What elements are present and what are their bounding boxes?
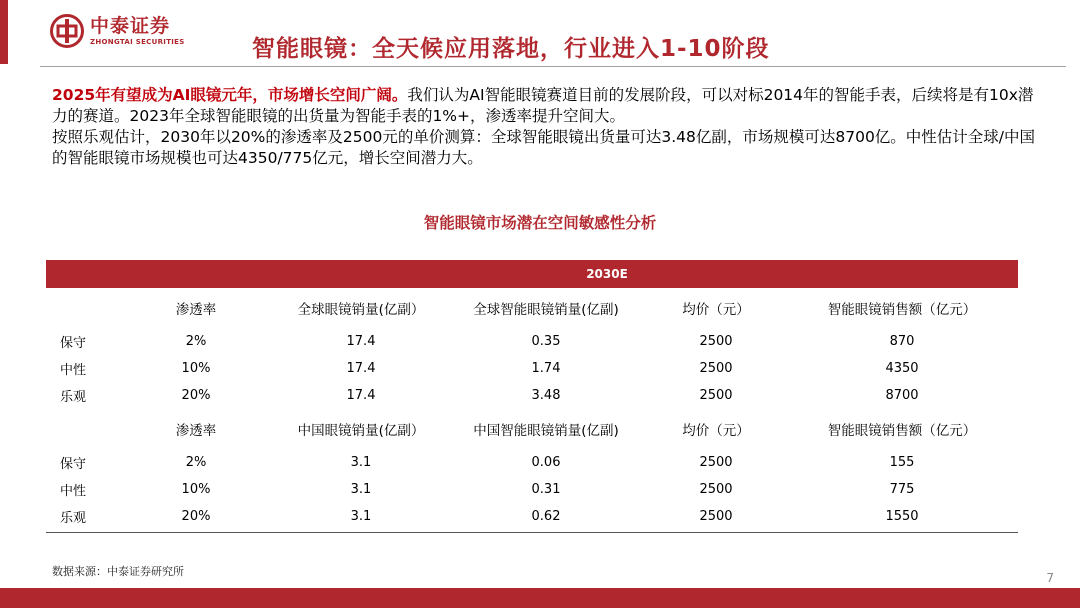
header-cell: 渗透率 — [175, 423, 217, 439]
table-cell: 0.62 — [531, 509, 561, 524]
page-title: 智能眼镜：全天候应用落地，行业进入1-10阶段 — [252, 36, 770, 62]
table-cell: 3.1 — [350, 482, 372, 497]
header-cell: 全球眼镜销量(亿副） — [297, 302, 425, 318]
table-cell: 20% — [181, 509, 211, 524]
table-cell: 17.4 — [346, 388, 376, 403]
left-accent-bar — [0, 0, 8, 64]
table-cell: 2500 — [699, 361, 733, 376]
table-cell: 17.4 — [346, 361, 376, 376]
table-cell: 保守 — [60, 336, 87, 351]
table-cell: 2500 — [699, 388, 733, 403]
table-cell: 3.1 — [350, 509, 372, 524]
intro-text — [52, 85, 1042, 169]
header-cell: 智能眼镜销售额（亿元） — [827, 302, 977, 318]
table-cell: 20% — [181, 388, 211, 403]
table-cell: 17.4 — [346, 334, 376, 349]
logo-name-cn: 中泰证券 — [90, 14, 171, 37]
logo-name-en: ZHONGTAI SECURITIES — [90, 37, 185, 46]
header-cell: 渗透率 — [175, 302, 217, 318]
zhongtai-logo-icon — [50, 14, 84, 48]
table-cell: 2500 — [699, 334, 733, 349]
table-cell: 2500 — [699, 509, 733, 524]
table-row — [46, 328, 1018, 355]
china-header-row — [46, 409, 1018, 449]
table-row — [46, 382, 1018, 409]
table-row — [46, 503, 1018, 530]
page-number: 7 — [1046, 571, 1054, 585]
header-cell: 智能眼镜销售额（亿元） — [827, 423, 977, 439]
title-divider — [40, 66, 1066, 67]
table-cell: 870 — [889, 334, 915, 349]
table-cell: 0.31 — [531, 482, 561, 497]
intro-paragraph-2: 按照乐观估计，2030年以20%的渗透率及2500元的单价测算：全球智能眼镜出货量可达3.48亿副，市场规模可达8700亿。中性估计全球/中国的智能眼镜市场规模也可达4350/775亿元，增长空间潜力大。 — [52, 128, 1036, 167]
table-cell: 775 — [889, 482, 915, 497]
table-cell: 3.1 — [350, 455, 372, 470]
bottom-accent-bar — [0, 588, 1080, 608]
global-header-row — [46, 288, 1018, 328]
table-cell: 8700 — [885, 388, 919, 403]
table-cell: 保守 — [60, 457, 87, 472]
table-bottom-rule — [46, 532, 1018, 533]
table-cell: 155 — [889, 455, 915, 470]
intro-paragraph-1 — [52, 85, 1042, 127]
table-cell: 2% — [185, 455, 207, 470]
table-cell: 乐观 — [60, 511, 87, 526]
table-cell: 2500 — [699, 455, 733, 470]
header-cell: 中国智能眼镜销量(亿副) — [473, 423, 619, 439]
table-cell: 1550 — [885, 509, 919, 524]
table-row — [46, 476, 1018, 503]
table-cell: 2% — [185, 334, 207, 349]
table-cell: 2500 — [699, 482, 733, 497]
table-cell: 10% — [181, 482, 211, 497]
table-year-header — [46, 260, 1018, 288]
intro-line1-rest: 我们认为AI智能眼镜赛道目前的发展阶段，可以对标2014年的智能手表，后续将是有10x潜力的赛道。2023年全球智能眼镜的出货量为智能手表的1%+，渗透率提升空间大。 — [52, 86, 1034, 125]
company-logo — [50, 14, 185, 48]
header-cell: 全球智能眼镜销量(亿副) — [473, 302, 619, 318]
table-row — [46, 355, 1018, 382]
table-cell: 0.06 — [531, 455, 561, 470]
intro-highlight: 2025年有望成为AI眼镜元年，市场增长空间广阔。 — [52, 86, 408, 104]
header-cell: 中国眼镜销量(亿副） — [297, 423, 425, 439]
year-header-label: 2030E — [586, 267, 628, 281]
table-cell: 中性 — [60, 363, 87, 378]
table-row — [46, 449, 1018, 476]
table-cell: 3.48 — [531, 388, 561, 403]
header-cell: 均价（元） — [682, 302, 750, 318]
data-source-note: 数据来源：中泰证券研究所 — [52, 565, 184, 578]
table-cell: 中性 — [60, 484, 87, 499]
table-title: 智能眼镜市场潜在空间敏感性分析 — [423, 214, 657, 232]
sensitivity-table — [46, 260, 1018, 533]
table-cell: 乐观 — [60, 390, 87, 405]
table-cell: 4350 — [885, 361, 919, 376]
header-cell: 均价（元） — [682, 423, 750, 439]
table-cell: 10% — [181, 361, 211, 376]
table-cell: 1.74 — [531, 361, 561, 376]
table-cell: 0.35 — [531, 334, 561, 349]
